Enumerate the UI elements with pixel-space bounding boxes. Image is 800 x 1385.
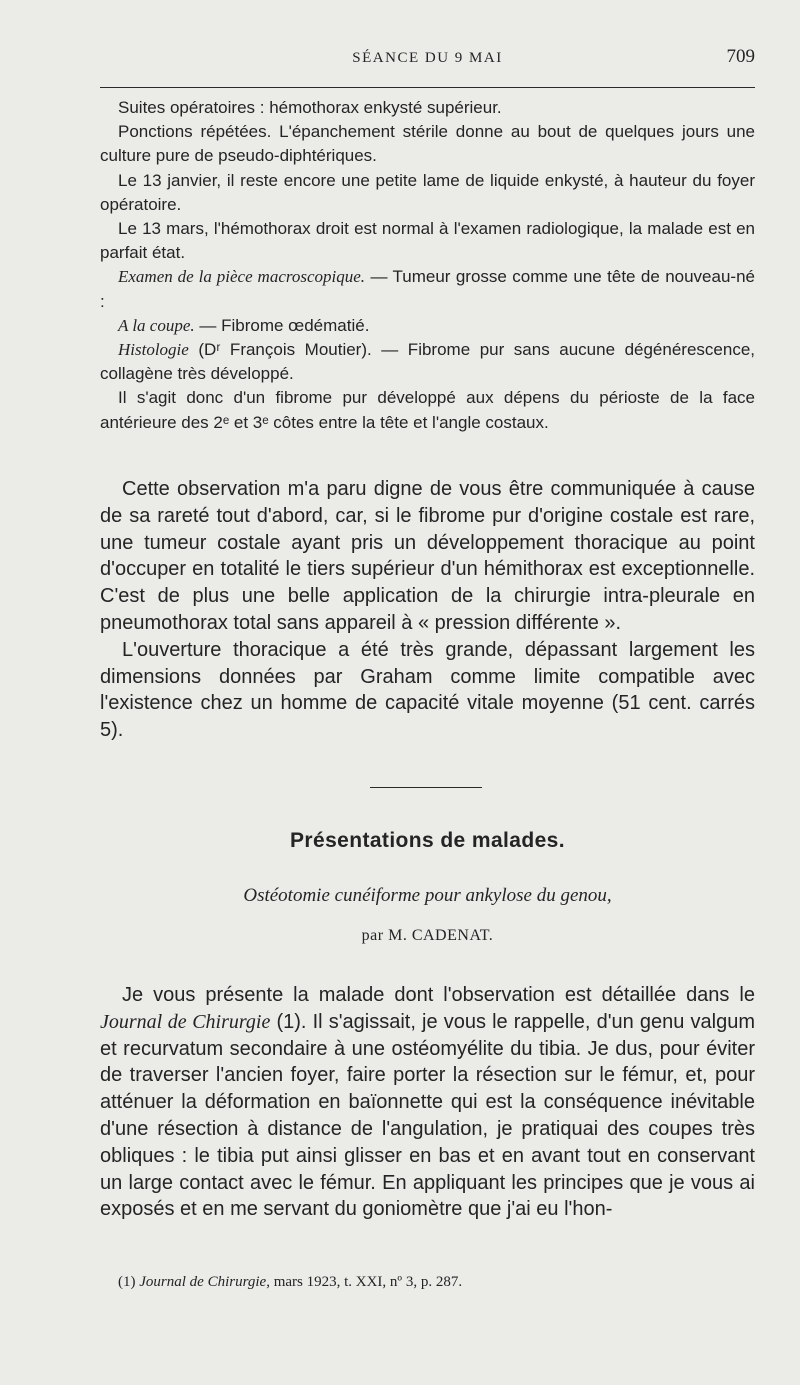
paragraph: Ponctions répétées. L'épanchement stérile donne au bout de quelques jours une culture pure de pseudo-diphtériques. (100, 122, 755, 166)
histology-paragraph (100, 338, 755, 386)
header-title: SÉANCE DU 9 MAI (352, 50, 503, 66)
exam-label: Examen de la pièce macroscopique. (118, 267, 366, 287)
coupe-text: — Fibrome œdématié. (194, 315, 370, 335)
histology-label: Histologie (118, 340, 189, 360)
body-text-rest: (1). Il s'agissait, je vous le rappelle, d'un genu valgum et recurvatum secondaire à une ostéomyélite du tibia. Je dus, pour éviter de traverser l'ancien foyer, faire porter la résection sur le fémur, et, pour atténuer la déformation en baïonnette qui est la conséquence inévitable d'une résection à distance de l'angulation, je pratiquai des coupes très obliques : le tibia put ainsi glisser en bas et en avant tout en conservant un large contact avec le fémur. En appliquant les principes que je vous ai exposés et en me servant du goniomètre que j'ai eu l'hon- (100, 1010, 755, 1221)
paragraph: Suites opératoires : hémothorax enkysté supérieur. (118, 98, 502, 117)
paragraph: Cette observation m'a paru digne de vous être communiquée à cause de sa rareté tout d'abord, car, si le fibrome pur d'origine costale est rare, une tumeur costale ayant pris un développement thoracique au point d'occuper en totalité le tiers supérieur d'un hémithorax est exceptionnelle. C'est de plus une belle application de la chirurgie intra-pleurale en pneumothorax total sans appareil à « pression différente ». (100, 478, 755, 634)
byline: par M. CADENAT. (361, 927, 494, 944)
header-rule (100, 87, 755, 88)
section-divider (370, 787, 482, 788)
paragraph: Le 13 janvier, il reste encore une petite lame de liquide enkysté, à hauteur du foyer opératoire. (100, 170, 755, 214)
footnote-journal: Journal de Chirurgie (139, 1274, 267, 1290)
paragraph: L'ouverture thoracique a été très grande, dépassant largement les dimensions données par Graham comme limite compatible avec l'existence chez un homme de capacité vitale moyenne (51 cent. carrés 5). (100, 638, 755, 742)
footnote (100, 1274, 773, 1291)
histology-text: (Dʳ François Moutier). — Fibrome pur sans aucune dégénérescence, collagène très développé. (100, 340, 755, 384)
paragraph: Il s'agit donc d'un fibrome pur développé aux dépens du périoste de la face antérieure des 2ᵉ et 3ᵉ côtes entre la tête et l'angle costaux. (100, 388, 755, 432)
running-header (100, 44, 755, 76)
footnote-text: , mars 1923, t. XXI, nº 3, p. 287. (266, 1274, 463, 1290)
coupe-label: A la coupe. (118, 315, 195, 335)
exam-text: — Tumeur grosse comme une tête de nouveau-né : (100, 267, 755, 311)
case-report (100, 96, 755, 435)
exam-paragraph (100, 265, 755, 313)
paragraph: Le 13 mars, l'hémothorax droit est normal à l'examen radiologique, la malade est en parfait état. (100, 219, 755, 263)
coupe-paragraph (100, 314, 755, 338)
discussion (100, 476, 755, 744)
section-title: Présentations de malades. (290, 829, 565, 852)
presentation-body (100, 982, 755, 1223)
page-number: 709 (726, 46, 755, 67)
footnote-marker: (1) (118, 1274, 140, 1290)
paragraph (100, 982, 755, 1223)
section-subtitle: Ostéotomie cunéiforme pour ankylose du genou, (243, 885, 612, 906)
journal-title: Journal de Chirurgie (100, 1010, 271, 1033)
body-text-start: Je vous présente la malade dont l'observation est détaillée dans le (122, 984, 755, 1006)
